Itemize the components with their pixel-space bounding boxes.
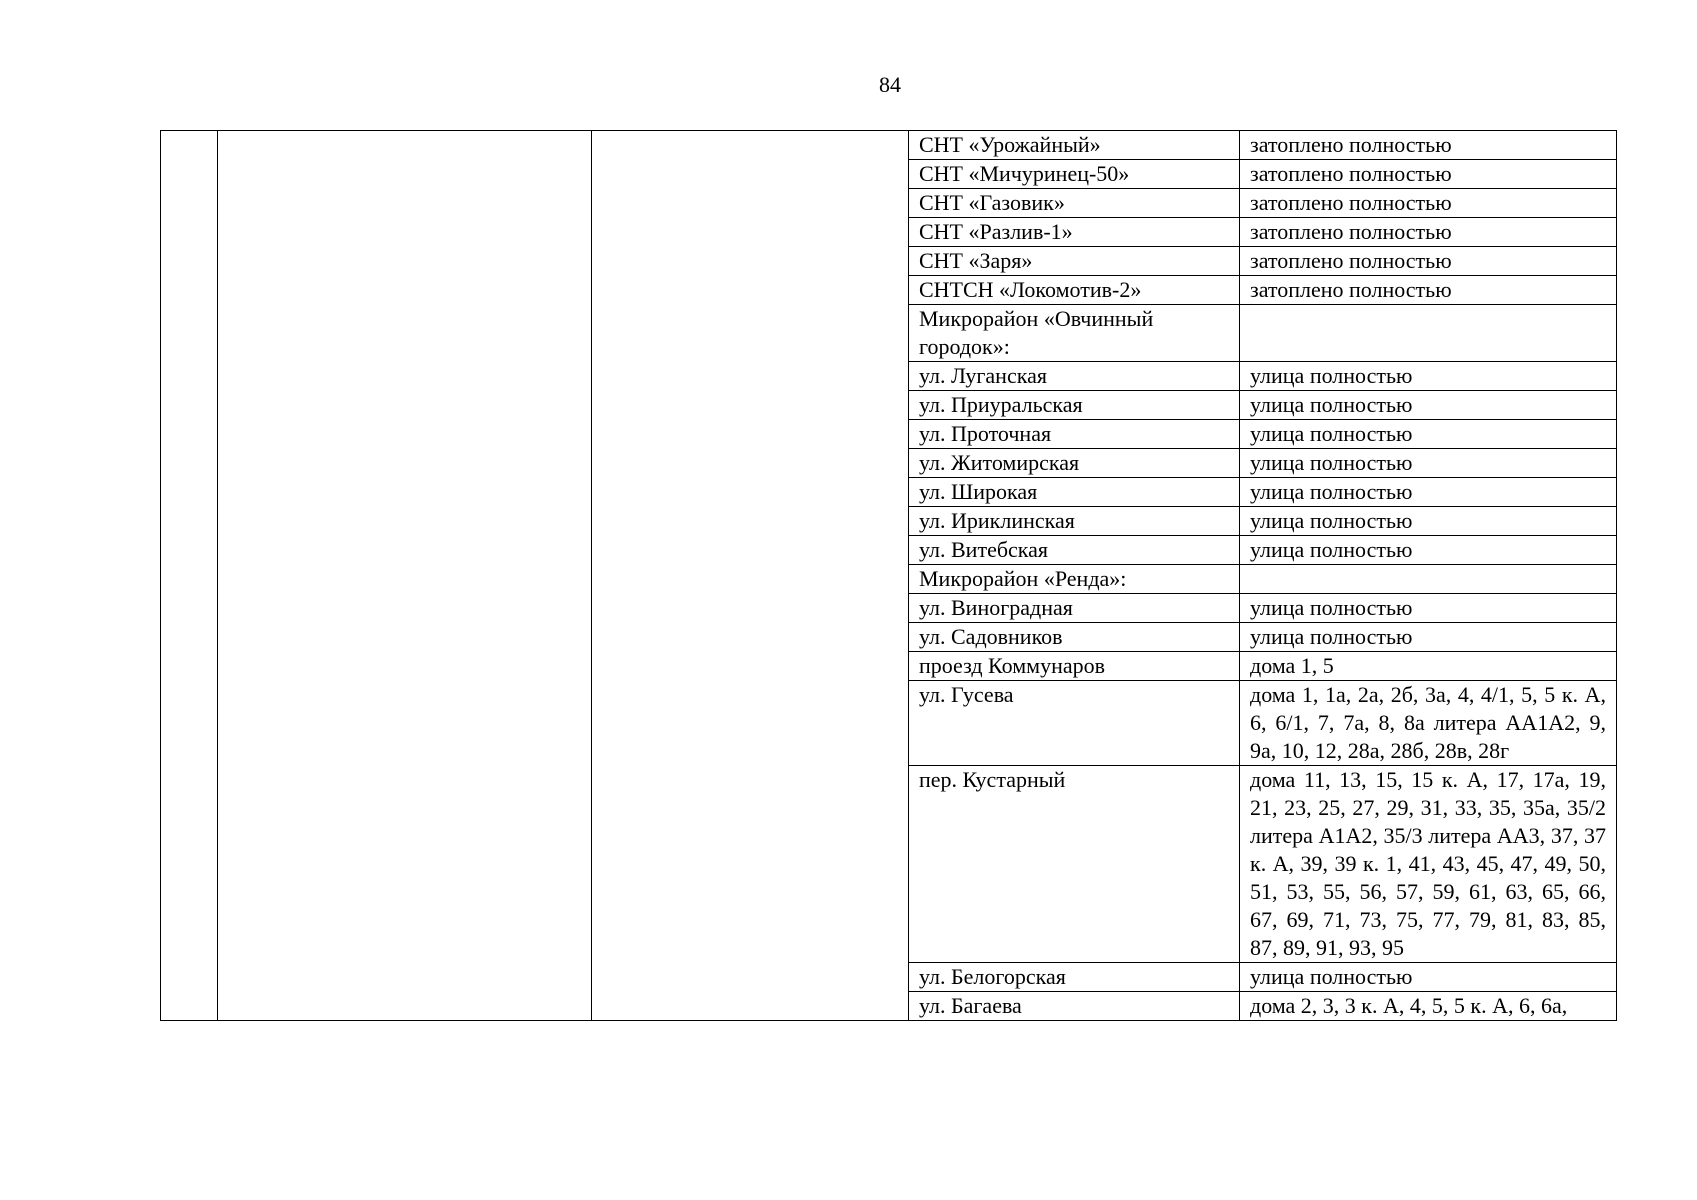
page-number: 84 [879,72,901,97]
object-name-cell: ул. Широкая [909,478,1240,507]
flood-status-cell: улица полностью [1240,391,1617,420]
object-name-cell: ул. Садовников [909,623,1240,652]
flood-status-cell: затоплено полностью [1240,247,1617,276]
district-header-cell: Микрорайон «Ренда»: [909,565,1240,594]
object-name-cell: ул. Житомирская [909,449,1240,478]
flood-status-cell: затоплено полностью [1240,218,1617,247]
house-list-cell: дома 1, 1а, 2а, 2б, 3а, 4, 4/1, 5, 5 к. А, 6, 6/1, 7, 7а, 8, 8а литера АА1А2, 9, 9а, 10, 12, 28а, 28б, 28в, 28г [1240,681,1617,766]
flood-status-cell [1240,305,1617,362]
object-name-cell: проезд Коммунаров [909,652,1240,681]
object-name-cell: ул. Гусева [909,681,1240,766]
flood-status-cell: улица полностью [1240,507,1617,536]
object-name-cell: СНТ «Заря» [909,247,1240,276]
object-name-cell: ул. Луганская [909,362,1240,391]
flood-status-cell: улица полностью [1240,536,1617,565]
flood-status-cell: улица полностью [1240,420,1617,449]
object-name-cell: СНТ «Урожайный» [909,131,1240,160]
flood-status-cell: затоплено полностью [1240,160,1617,189]
object-name-cell: пер. Кустарный [909,766,1240,963]
number-column-cell [161,131,218,1021]
object-name-cell: ул. Витебская [909,536,1240,565]
flood-status-cell: затоплено полностью [1240,131,1617,160]
object-name-cell: ул. Ириклинская [909,507,1240,536]
flood-status-cell: затоплено полностью [1240,276,1617,305]
object-name-cell: СНТСН «Локомотив-2» [909,276,1240,305]
object-name-cell: ул. Виноградная [909,594,1240,623]
flood-status-cell: улица полностью [1240,594,1617,623]
object-name-cell: ул. Приуральская [909,391,1240,420]
district-header-cell: Микрорайон «Овчинный городок»: [909,305,1240,362]
flood-zone-table [160,130,1617,1021]
house-list-cell: дома 11, 13, 15, 15 к. А, 17, 17а, 19, 21, 23, 25, 27, 29, 31, 33, 35, 35а, 35/2 литера А1А2, 35/3 литера АА3, 37, 37 к. А, 39, 39 к. 1, 41, 43, 45, 47, 49, 50, 51, 53, 55, 56, 57, 59, 61, 63, 65, 66, 67, 69, 71, 73, 75, 77, 79, 81, 83, 85, 87, 89, 91, 93, 95 [1240,766,1617,963]
flood-status-cell: затоплено полностью [1240,189,1617,218]
flood-status-cell: улица полностью [1240,478,1617,507]
flood-status-cell: улица полностью [1240,449,1617,478]
flood-status-cell: улица полностью [1240,623,1617,652]
object-name-cell: СНТ «Мичуринец-50» [909,160,1240,189]
flood-status-cell: дома 1, 5 [1240,652,1617,681]
table-row [161,131,1617,160]
flood-status-cell: улица полностью [1240,963,1617,992]
settlement-column-cell [592,131,909,1021]
object-name-cell: СНТ «Разлив-1» [909,218,1240,247]
object-name-cell: СНТ «Газовик» [909,189,1240,218]
object-name-cell: ул. Белогорская [909,963,1240,992]
flood-status-cell: улица полностью [1240,362,1617,391]
municipality-column-cell [218,131,592,1021]
object-name-cell: ул. Багаева [909,992,1240,1021]
object-name-cell: ул. Проточная [909,420,1240,449]
house-list-cell: дома 2, 3, 3 к. А, 4, 5, 5 к. А, 6, 6а, [1240,992,1617,1021]
flood-status-cell [1240,565,1617,594]
